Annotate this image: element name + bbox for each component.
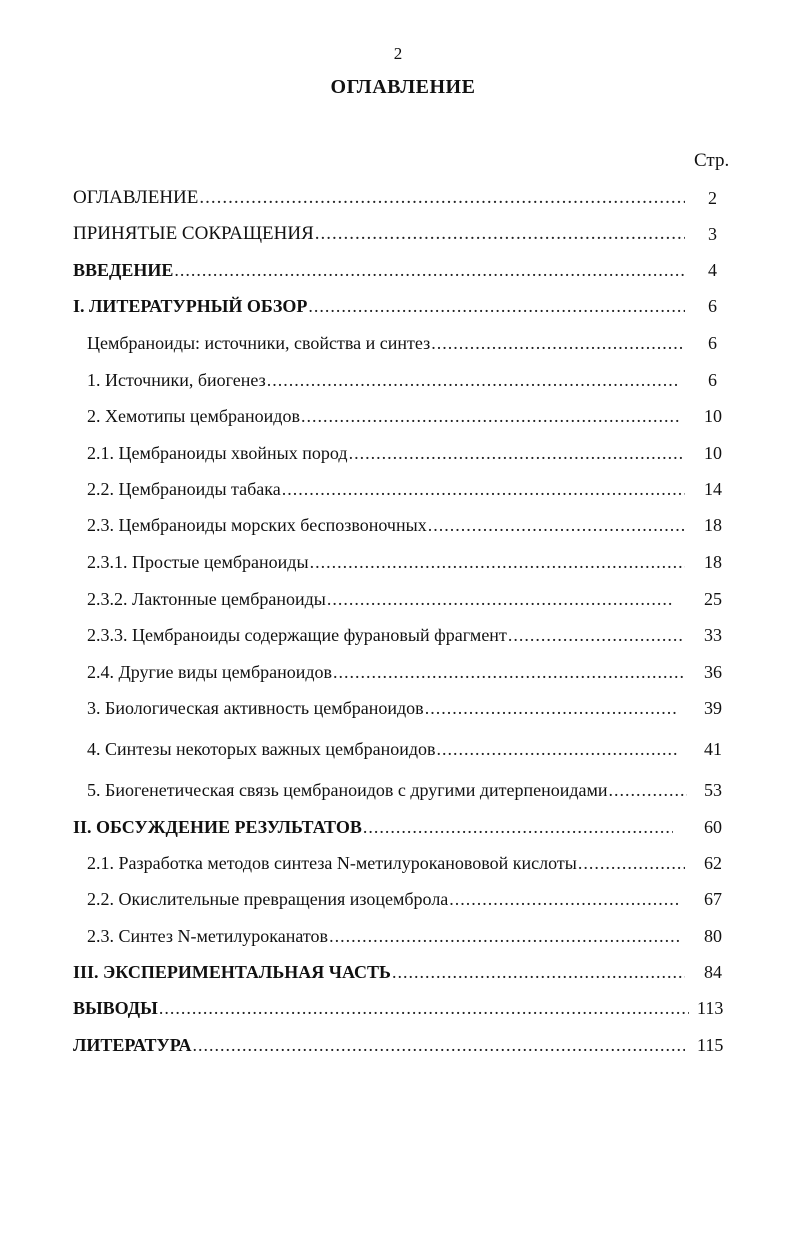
- toc-entry-page: 33: [704, 625, 722, 645]
- toc-leader-dots: [329, 924, 679, 948]
- toc-entry-experimental[interactable]: [73, 960, 685, 984]
- toc-entry-page: 39: [704, 698, 722, 718]
- toc-entry-title: ВЫВОДЫ: [73, 998, 158, 1018]
- toc-leader-dots: [267, 368, 679, 392]
- toc-entry-page: 14: [704, 479, 722, 499]
- toc-entry-page: 18: [704, 515, 722, 535]
- toc-entry-conifers[interactable]: [87, 441, 685, 465]
- toc-entry-introduction[interactable]: [73, 258, 685, 282]
- toc-entry-title: ВВЕДЕНИЕ: [73, 260, 174, 280]
- toc-entry-page: 80: [704, 926, 722, 946]
- toc-entry-results-discussion[interactable]: [73, 815, 673, 839]
- toc-entry-title: Цембраноиды: источники, свойства и синтез: [87, 333, 431, 353]
- toc-entry-title: 3. Биологическая активность цембраноидов: [87, 698, 424, 718]
- toc-leader-dots: [333, 660, 685, 684]
- toc-entry-page: 113: [697, 998, 724, 1018]
- toc-entry-title: ЛИТЕРАТУРА: [73, 1035, 192, 1055]
- toc-leader-dots: [428, 513, 685, 537]
- toc-leader-dots: [425, 696, 679, 720]
- toc-entry-title: 2.2. Цембраноиды табака: [87, 479, 281, 499]
- toc-entry-title: 2.1. Цембраноиды хвойных пород: [87, 443, 348, 463]
- toc-leader-dots: [308, 294, 685, 318]
- toc-leader-dots: [508, 623, 685, 647]
- toc-entry-biological-activity[interactable]: [87, 696, 679, 720]
- toc-leader-dots: [192, 1033, 685, 1057]
- toc-entry-title: 2.2. Окислительные превращения изоцемброла: [87, 889, 449, 909]
- toc-entry-title: 1. Источники, биогенез: [87, 370, 266, 390]
- toc-leader-dots: [349, 441, 685, 465]
- toc-entry-urocanate-synthesis[interactable]: [87, 924, 679, 948]
- toc-leader-dots: [310, 550, 685, 574]
- toc-entry-title: 2. Хемотипы цембраноидов: [87, 406, 300, 426]
- toc-entry-contents[interactable]: [73, 186, 685, 210]
- toc-entry-title: 2.3.2. Лактонные цембраноиды: [87, 589, 326, 609]
- toc-entry-lactone-cembranoids[interactable]: [87, 587, 673, 611]
- toc-entry-oxidative-transformations[interactable]: [87, 887, 679, 911]
- toc-entry-page: 84: [704, 962, 722, 982]
- toc-entry-page: 53: [704, 780, 722, 800]
- toc-entry-page: 18: [704, 552, 722, 572]
- toc-entry-page: 25: [704, 589, 722, 609]
- toc-entry-page: 67: [704, 889, 722, 909]
- toc-leader-dots: [301, 404, 679, 428]
- toc-entry-title: I. ЛИТЕРАТУРНЫЙ ОБЗОР: [73, 296, 308, 316]
- toc-entry-cembranoids-overview[interactable]: [87, 331, 685, 355]
- toc-entry-title: ОГЛАВЛЕНИЕ: [73, 187, 199, 208]
- toc-entry-page: 10: [704, 406, 722, 426]
- toc-entry-title: 2.3. Цембраноиды морских беспозвоночных: [87, 515, 427, 535]
- toc-leader-dots: [449, 887, 679, 911]
- toc-entry-conclusions[interactable]: [73, 996, 689, 1020]
- toc-leader-dots: [174, 258, 685, 282]
- toc-entry-page: 3: [708, 224, 717, 244]
- toc-entry-title: 2.1. Разработка методов синтеза N-метилуроканововой кислоты: [87, 853, 577, 873]
- toc-entry-page: 2: [708, 188, 717, 208]
- toc-leader-dots: [159, 996, 689, 1020]
- toc-entry-title: ПРИНЯТЫЕ СОКРАЩЕНИЯ: [73, 223, 314, 244]
- toc-entry-title: 2.4. Другие виды цембраноидов: [87, 662, 333, 682]
- toc-leader-dots: [282, 477, 685, 501]
- toc-leader-dots: [578, 851, 685, 875]
- toc-leader-dots: [199, 186, 685, 210]
- page-column-label: Стр.: [694, 150, 730, 171]
- toc-entry-title: 4. Синтезы некоторых важных цембраноидов: [87, 739, 436, 759]
- toc-entry-title: 5. Биогенетическая связь цембраноидов с другими дитерпеноидами: [87, 780, 608, 800]
- toc-entry-page: 10: [704, 443, 722, 463]
- toc-entry-title: II. ОБСУЖДЕНИЕ РЕЗУЛЬТАТОВ: [73, 817, 362, 837]
- toc-leader-dots: [363, 815, 673, 839]
- toc-entry-page: 6: [708, 370, 717, 390]
- toc-entry-title: 2.3.3. Цембраноиды содержащие фурановый фрагмент: [87, 625, 507, 645]
- toc-entry-page: 36: [704, 662, 722, 682]
- toc-leader-dots: [431, 331, 685, 355]
- toc-entry-marine-invertebrates[interactable]: [87, 513, 685, 537]
- toc-entry-simple-cembranoids[interactable]: [87, 550, 685, 574]
- toc-leader-dots: [609, 778, 687, 802]
- toc-leader-dots: [315, 222, 685, 246]
- toc-entry-page: 4: [708, 260, 717, 280]
- page-number: 2: [393, 44, 403, 63]
- toc-entry-tobacco[interactable]: [87, 477, 685, 501]
- toc-entry-page: 41: [704, 739, 722, 759]
- toc-entry-chemotypes[interactable]: [87, 404, 679, 428]
- toc-leader-dots: [437, 737, 680, 761]
- toc-entry-page: 6: [708, 296, 717, 316]
- toc-entry-abbreviations[interactable]: [73, 222, 685, 246]
- toc-entry-page: 62: [704, 853, 722, 873]
- toc-entry-title: 2.3.1. Простые цембраноиды: [87, 552, 309, 572]
- toc-entry-other-cembranoids[interactable]: [87, 660, 685, 684]
- toc-entry-references[interactable]: [73, 1033, 685, 1057]
- toc-entry-synthesis-methods[interactable]: [87, 851, 685, 875]
- toc-entry-literature-review[interactable]: [73, 294, 685, 318]
- toc-entry-syntheses[interactable]: [87, 737, 679, 761]
- toc-entry-sources[interactable]: [87, 368, 679, 392]
- toc-entry-page: 60: [704, 817, 722, 837]
- toc-leader-dots: [327, 587, 673, 611]
- toc-entry-title: III. ЭКСПЕРИМЕНТАЛЬНАЯ ЧАСТЬ: [73, 962, 391, 982]
- toc-entry-page: 115: [697, 1035, 724, 1055]
- toc-leader-dots: [392, 960, 685, 984]
- toc-entry-biogenetic-link[interactable]: [87, 778, 687, 802]
- toc-entry-furan-cembranoids[interactable]: [87, 623, 685, 647]
- toc-entry-title: 2.3. Синтез N-метилуроканатов: [87, 926, 329, 946]
- page-title: ОГЛАВЛЕНИЕ: [330, 76, 476, 98]
- toc-entry-page: 6: [708, 333, 717, 353]
